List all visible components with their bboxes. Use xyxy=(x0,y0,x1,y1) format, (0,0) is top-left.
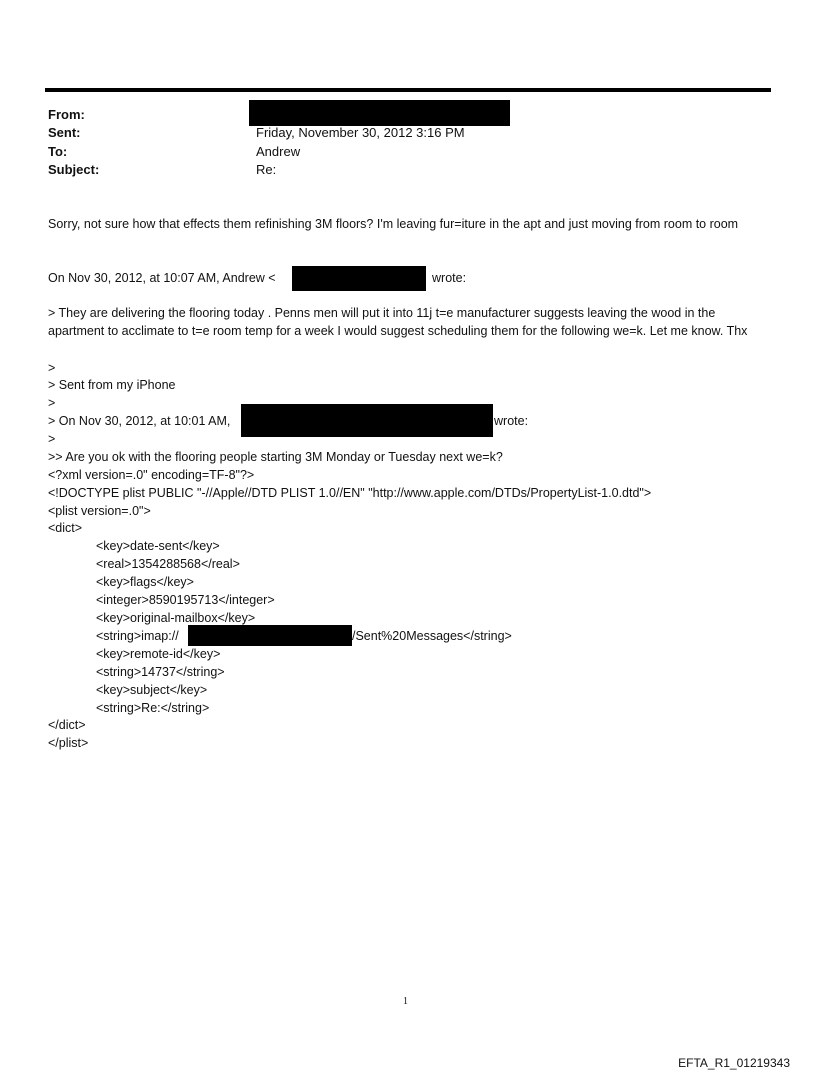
page-number: 1 xyxy=(403,996,408,1007)
sent-from-line: > Sent from my iPhone xyxy=(48,378,176,392)
key-remote-id: <key>remote-id</key> xyxy=(96,647,221,661)
nested-question: >> Are you ok with the flooring people starting 3M Monday or Tuesday next we=k? xyxy=(48,450,503,464)
string-imap-end: /Sent%20Messages</string> xyxy=(352,629,512,643)
doctype-line: <!DOCTYPE plist PUBLIC "-//Apple//DTD PLIST 1.0//EN" "http://www.apple.com/DTDs/PropertyList-1.0.dtd"> xyxy=(48,486,652,500)
quote-marker: > xyxy=(48,432,56,446)
quote-marker: > xyxy=(48,396,56,410)
sent-label: Sent: xyxy=(48,125,81,140)
to-value: Andrew xyxy=(256,144,301,159)
quoted-paragraph: > They are delivering the flooring today . Penns men will put it into 11j t=e manufacturer suggests leaving the wood in the apartment to acclimate to t=e room temp for a week I would suggest scheduling them for the following we=k. Let me know. Thx xyxy=(48,306,748,338)
sent-value: Friday, November 30, 2012 3:16 PM xyxy=(256,125,465,140)
nested-intro-start: > On Nov 30, 2012, at 10:01 AM, xyxy=(48,414,231,428)
key-flags: <key>flags</key> xyxy=(96,575,194,589)
quote-intro-start: On Nov 30, 2012, at 10:07 AM, Andrew < xyxy=(48,271,276,285)
dict-close: </dict> xyxy=(48,718,86,732)
redacted-sender xyxy=(241,404,493,437)
redacted-mailbox xyxy=(188,625,352,646)
subject-value: Re: xyxy=(256,162,277,177)
quote-marker: > xyxy=(48,361,56,375)
redacted-from xyxy=(249,100,510,126)
quote-intro-end: wrote: xyxy=(432,271,467,285)
string-remote-id: <string>14737</string> xyxy=(96,665,225,679)
from-label: From: xyxy=(48,107,85,122)
key-date-sent: <key>date-sent</key> xyxy=(96,539,220,553)
real-value: <real>1354288568</real> xyxy=(96,557,240,571)
document-id: EFTA_R1_01219343 xyxy=(678,1056,790,1070)
string-imap-start: <string>imap:// xyxy=(96,629,179,643)
key-original-mailbox: <key>original-mailbox</key> xyxy=(96,611,256,625)
plist-open: <plist version=.0"> xyxy=(48,504,151,518)
plist-close: </plist> xyxy=(48,736,89,750)
top-rule xyxy=(45,88,771,92)
integer-value: <integer>8590195713</integer> xyxy=(96,593,275,607)
subject-label: Subject: xyxy=(48,162,100,177)
redacted-email xyxy=(292,266,426,291)
xml-declaration: <?xml version=.0" encoding=TF-8"?> xyxy=(48,468,255,482)
reply-paragraph: Sorry, not sure how that effects them refinishing 3M floors? I'm leaving fur=iture in the apt and just moving from room to room xyxy=(48,217,739,231)
nested-intro-end: wrote: xyxy=(494,414,529,428)
string-subject: <string>Re:</string> xyxy=(96,701,210,715)
to-label: To: xyxy=(48,144,68,159)
key-subject: <key>subject</key> xyxy=(96,683,208,697)
dict-open: <dict> xyxy=(48,521,83,535)
